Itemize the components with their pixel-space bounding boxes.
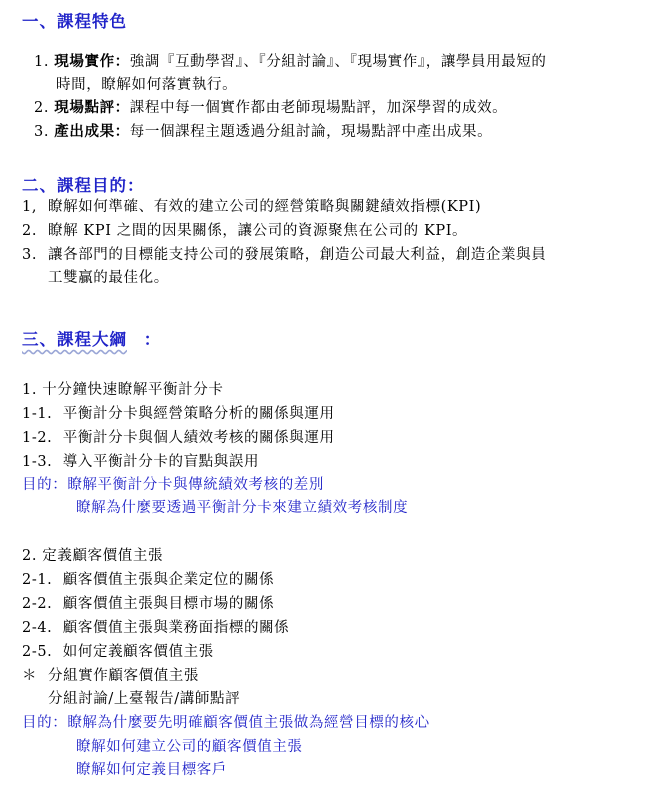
objective-item-text: 瞭解 KPI 之間的因果關係，讓公司的資源聚焦在公司的 KPI。 [48,223,468,239]
workshop-detail: 分組討論/上臺報告/講師點評 [48,691,241,707]
feature-item-text: 課程中每一個實作都由老師現場點評，加深學習的成效。 [129,100,508,116]
goal-text: 瞭解如何建立公司的顧客價值主張 [76,739,303,755]
goal-text: 瞭解如何定義目標客戶 [76,762,227,778]
section-2-heading: 二、課程目的： [22,176,145,195]
feature-item-number: 2. [34,100,50,116]
goal-text: 瞭解為什麼要先明確顧客價值主張做為經營目標的核心 [67,715,430,731]
section-1-heading: 一、課程特色 [22,12,127,31]
section-3-title: 三、課程大綱 [22,330,127,349]
feature-item-number: 3. [34,124,50,140]
objective-item-2 [22,221,467,241]
feature-item-1 [34,52,547,72]
goal-text: 瞭解為什麼要透過平衡計分卡來建立績效考核制度 [76,500,409,516]
part-2-goal [22,713,430,733]
outline-item: 1-3. 導入平衡計分卡的盲點與誤用 [22,454,260,470]
outline-item: 2-4. 顧客價值主張與業務面指標的關係 [22,620,290,636]
section-3-heading [22,326,161,350]
feature-item-2 [34,98,507,118]
part-1-goal [22,475,324,495]
objective-item-number: 3. [22,247,38,263]
outline-item: 1-2. 平衡計分卡與個人績效考核的關係與運用 [22,430,335,446]
outline-part-1-heading: 1. 十分鐘快速瞭解平衡計分卡 [22,382,224,398]
section-3-colon: ： [143,330,162,349]
feature-item-label: 現場點評： [54,99,130,116]
objective-item-3-continuation: 工雙贏的最佳化。 [48,270,169,286]
objective-item-number: 2. [22,223,38,239]
goal-text: 瞭解平衡計分卡與傳統績效考核的差別 [67,477,325,493]
outline-item: 2-5. 如何定義顧客價值主張 [22,644,214,660]
outline-part-2-heading: 2. 定義顧客價值主張 [22,548,164,564]
feature-item-3 [34,122,492,142]
objective-item-3 [22,245,546,265]
feature-item-number: 1. [34,54,50,70]
objective-item-text: 讓各部門的目標能支持公司的發展策略，創造公司最大利益，創造企業與員 [48,247,547,263]
feature-item-label: 產出成果： [54,123,130,140]
asterisk-icon: ＊ [22,668,38,684]
outline-item: 1-1. 平衡計分卡與經營策略分析的關係與運用 [22,406,335,422]
feature-item-label: 現場實作： [54,53,130,70]
feature-item-text: 每一個課程主題透過分組討論，現場點評中產出成果。 [129,124,493,140]
outline-item: 2-1. 顧客價值主張與企業定位的關係 [22,572,275,588]
feature-item-1-continuation: 時間，瞭解如何落實執行。 [56,77,238,93]
workshop-title: 分組實作顧客價值主張 [48,668,199,684]
objective-item-number: 1, [22,199,38,215]
workshop-item [22,666,199,686]
outline-item: 2-2. 顧客價值主張與目標市場的關係 [22,596,275,612]
feature-item-text: 強調『互動學習』、『分組討論』、『現場實作』，讓學員用最短的 [129,54,547,70]
goal-label: 目的： [22,715,68,731]
objective-item-text: 瞭解如何準確、有效的建立公司的經營策略與關鍵績效指標(KPI) [48,199,482,215]
goal-label: 目的： [22,477,68,493]
objective-item-1 [22,197,481,217]
